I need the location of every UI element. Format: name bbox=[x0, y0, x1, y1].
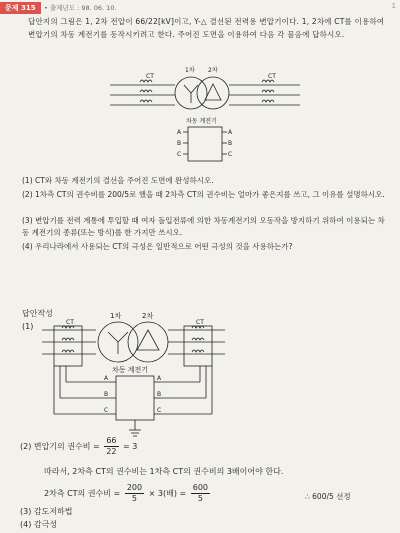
answer-part2-ct bbox=[44, 483, 212, 504]
subquestion-3: (3) 변압기를 전력 계통에 투입할 때 여자 돌입전류에 의한 차동계전기의 오동작을 방지하기 위하여 이용되는 차동 계전기의 종류(또는 방식)를 한 가지만 쓰시오. bbox=[22, 216, 385, 237]
diagram-b-right: B bbox=[228, 140, 233, 147]
answer-secondary: 2차 bbox=[142, 312, 154, 320]
subquestion-1: (1) CT와 차동 계전기의 결선을 주어진 도면에 완성하시오. bbox=[22, 176, 214, 185]
answer-part1-label: (1) bbox=[22, 322, 34, 331]
answer-a-left: A bbox=[104, 375, 109, 382]
ct-prefix: 2차측 CT의 권수비 = bbox=[44, 489, 121, 498]
ratio-result: = 3 bbox=[123, 442, 138, 451]
ratio-fraction bbox=[104, 436, 118, 457]
answer-ct-right: CT bbox=[196, 319, 204, 326]
answer-primary: 1차 bbox=[110, 312, 122, 320]
answer-a-right: A bbox=[157, 375, 162, 382]
ratio-den: 22 bbox=[106, 447, 117, 456]
ct-num-2: 600 bbox=[192, 483, 209, 492]
answer-c-left: C bbox=[104, 407, 109, 414]
ratio-num: 66 bbox=[106, 436, 117, 445]
answer-c-right: C bbox=[157, 407, 162, 414]
selection-note: ∴ 600/5 선정 bbox=[305, 492, 351, 501]
diagram-relay-label: 차동 계전기 bbox=[186, 118, 217, 125]
problem-badge: 문제 315 bbox=[0, 2, 41, 14]
ct-fraction-1 bbox=[125, 483, 144, 504]
ct-fraction-2 bbox=[191, 483, 210, 504]
page-number: 1 bbox=[391, 2, 396, 10]
answer-section-title: 답안작성 bbox=[22, 309, 53, 318]
ct-den-2: 5 bbox=[197, 494, 203, 503]
answer-b-right: B bbox=[157, 391, 162, 398]
ct-num-1: 200 bbox=[126, 483, 143, 492]
answer-part3: (3) 감도저하법 bbox=[20, 507, 73, 516]
diagram-primary: 1차 bbox=[185, 67, 195, 74]
answer-relay-label: 차동 계전기 bbox=[112, 366, 149, 374]
diagram-a-right: A bbox=[228, 129, 233, 136]
question-diagram bbox=[0, 60, 400, 170]
answer-part2-explain: 따라서, 2차측 CT의 권수비는 1차측 CT의 권수비의 3배이어야 한다. bbox=[44, 467, 284, 476]
answer-b-left: B bbox=[104, 391, 109, 398]
question-text: 답안지의 그림은 1, 2차 전압이 66/22[kV]이고, Y-△ 결선된 전력용 변압기이다. 1, 2차에 CT를 이용하여 변압기의 차동 계전기를 동작시키려고 한다. 주어진 도면을 이용하여 다음 각 물음에 답하시오. bbox=[28, 17, 385, 39]
diagram-c-left: C bbox=[177, 151, 182, 158]
diagram-ct-right: CT bbox=[268, 73, 276, 80]
exam-year: • 출제년도 : 98. 06. 10. bbox=[44, 4, 117, 12]
answer-part2-ratio bbox=[20, 436, 137, 457]
answer-part4: (4) 감극성 bbox=[20, 520, 58, 529]
diagram-secondary: 2차 bbox=[208, 67, 218, 74]
diagram-c-right: C bbox=[228, 151, 233, 158]
answer-ct-left: CT bbox=[66, 319, 74, 326]
ratio-prefix: (2) 변압기의 권수비 = bbox=[20, 442, 100, 451]
diagram-a-left: A bbox=[177, 129, 182, 136]
diagram-ct-left: CT bbox=[146, 73, 154, 80]
diagram-b-left: B bbox=[177, 140, 182, 147]
ct-mult: × 3(배) = bbox=[148, 489, 187, 498]
subquestion-2: (2) 1차측 CT의 권수비를 200/5로 했을 때 2차측 CT의 권수비는 얼마가 좋은지를 쓰고, 그 이유를 설명하시오. bbox=[22, 190, 385, 199]
subquestion-4: (4) 우리나라에서 사용되는 CT의 극성은 일반적으로 어떤 극성의 것을 사용하는가? bbox=[22, 242, 293, 251]
ct-den-1: 5 bbox=[131, 494, 137, 503]
